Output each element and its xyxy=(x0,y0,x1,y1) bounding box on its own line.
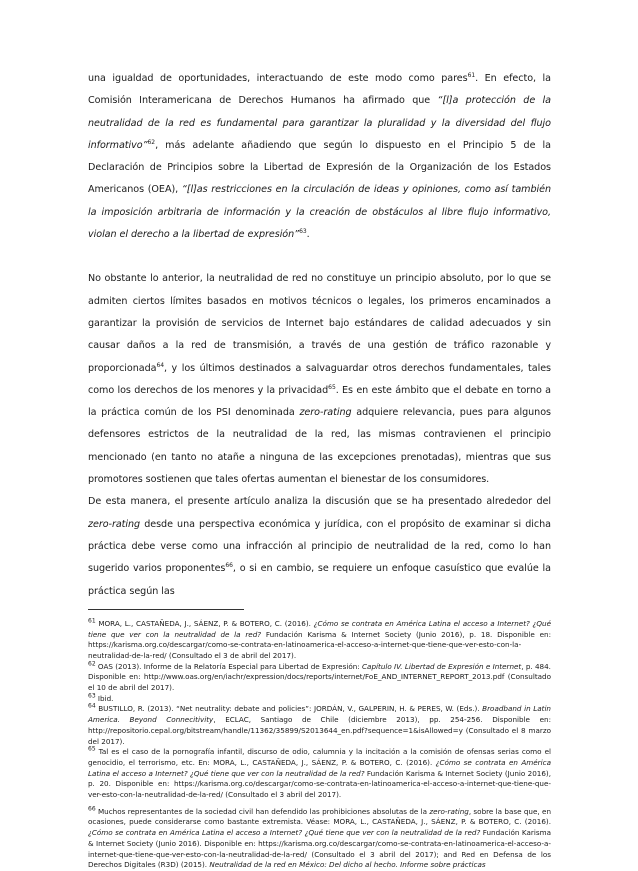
text-run: Muchos representantes de la sociedad civil han defendido las prohibiciones absolutas de la xyxy=(95,806,430,816)
footnote-ref: 64 xyxy=(156,361,165,369)
text-run: . Es en este ámbito que el debate en torno a la práctica común de los PSI denominada xyxy=(88,384,551,419)
footnotes xyxy=(88,619,551,871)
text-run: De esta manera, el presente artículo analiza la discusión que se ha presentado alrededor del xyxy=(88,496,551,508)
footnote-ref: 62 xyxy=(88,660,96,668)
text-run: . xyxy=(306,229,310,241)
italic-text: “[l]as restricciones en la circulación de ideas y opiniones, como así también la imposición arbitraria de información y la creación de obstáculos al libre flujo informativo, violan el derecho a la libertad de expresión” xyxy=(88,184,552,241)
footnote-ref: 63 xyxy=(299,227,307,235)
text-run: Fundación Karisma & Internet Society (Junio 2016), p. 18. Disponible en: https://karisma.org.co/descargar/como-se-contrata-en-latinoamerica-el-acceso-a-internet-que-tiene-que-ver-esto-con-la-neutralidad-de-la-red/ (Consultado el 3 de abril del 2017). xyxy=(88,629,551,660)
footnote-ref: 65 xyxy=(88,745,96,753)
italic-text: ¿Cómo se contrata en América Latina el acceso a Internet? ¿Qué tiene que ver con la neutralidad de la red? xyxy=(88,618,551,639)
italic-text: zero-rating xyxy=(429,806,469,816)
paragraph-spacer xyxy=(88,246,551,268)
text-run: Tal es el caso de la pornografía infantil, discurso de odio, calumnia y la incitación a la comisión de ofensas serias como el genocidio, el terrorismo, etc. En: MORA, L., CASTAÑEDA, J., SÁENZ, P. & BOTERO, C. (2016). xyxy=(88,747,551,767)
text-run: adquiere relevancia, pues para algunos defensores estrictos de la neutralidad de la red, las mismas contravienen el principio mencionado (en tanto no atañe a ninguna de las excepciones prenotadas), mientras que sus promotores sostienen que tales ofertas aumentan el bienestar de los consumidores. xyxy=(88,407,551,486)
footnote-ref: 66 xyxy=(225,562,233,570)
text-run: . En efecto, la Comisión Interamericana de Derechos Humanos ha afirmado que xyxy=(88,73,551,107)
footnote-66 xyxy=(88,807,551,871)
text-run: , ECLAC, Santiago de Chile (diciembre 2013), pp. 254-256. Disponible en: http://repositorio.cepal.org/bitstream/handle/11362/35899/S2013644_en.pdf?sequence=1&isAllowed=y (Consultado el 8 marzo del 2017). xyxy=(88,715,551,746)
footnote-ref: 61 xyxy=(467,71,476,79)
footnote-ref: 64 xyxy=(88,703,96,711)
text-run: , o si en cambio, se requiere un enfoque casuístico que evalúe la práctica según las xyxy=(88,563,551,597)
text-run: , más adelante añadiendo que según lo dispuesto en el Principio 5 de la Declaración de Principios sobre la Libertad de Expresión de la Organización de los Estados Americanos (OEA), xyxy=(88,139,551,196)
text-run: , y los últimos destinados a salvaguardar otros derechos fundamentales, tales como los derechos de los menores y la privacidad xyxy=(88,362,551,396)
text-run: , p. 484. Disponible en: http://www.oas.org/en/iachr/expression/docs/reports/internet/FoE_AND_INTERNET_REPORT_2013.pdf (Consultado el 10 de abril del 2017). xyxy=(88,661,551,693)
footnote-ref: 63 xyxy=(88,692,96,700)
italic-text: “[l]a protección de la neutralidad de la red es fundamental para garantizar la pluralidad y la diversidad del flujo informativo” xyxy=(88,95,551,151)
footnote-61 xyxy=(88,619,551,662)
footnote-ref: 65 xyxy=(328,383,336,391)
footnote-separator xyxy=(88,609,244,610)
footnote-ref: 61 xyxy=(88,617,96,625)
footnote-ref: 66 xyxy=(88,805,96,813)
text-run: desde una perspectiva económica y jurídica, con el propósito de examinar si dicha práctica debe verse como una infracción al principio de neutralidad de la red, como lo han sugerido varios proponentes xyxy=(88,518,551,575)
body-paragraph-3 xyxy=(88,491,551,602)
italic-text: Broadband in Latin America. Beyond Connecitivity xyxy=(88,704,551,725)
text-run: , sobre la base que, en ocasiones, puede considerarse como bastante extremista. Véase: MORA, L., CASTAÑEDA, J., SÁENZ, P. & BOTERO, C. (2016). xyxy=(88,806,551,827)
footnote-63 xyxy=(88,694,551,705)
text-run: No obstante lo anterior, la neutralidad de red no constituye un principio absoluto, por lo que se admiten ciertos límites basados en motivos técnicos o legales, los primeros encaminados a garantizar la provisión de servicios de Internet bajo estándares de calidad adecuados y sin causar daños a la red de transmisión, a través de una gestión de tráfico razonable y proporcionada xyxy=(88,273,551,374)
text-run: Fundación Karisma & Internet Society (Junio 2016), p. 20. Disponible en: https://karisma.org.co/descargar/como-se-contrata-en-latinoamerica-el-acceso-a-internet-que-tiene-que-ver-esto-con-la-neutralidad-de-la-red/ (Consultado el 3 abril del 2017). xyxy=(88,768,552,800)
text-run: Ibid. xyxy=(95,693,114,703)
footnote-65 xyxy=(88,747,551,801)
italic-text: Capítulo IV. Libertad de Expresión e Internet xyxy=(362,661,522,671)
text-run: OAS (2013). Informe de la Relatoría Especial para Libertad de Expresión: xyxy=(95,661,363,671)
italic-text: Neutralidad de la red en México: Del dicho al hecho. Informe sobre prácticas xyxy=(209,860,486,870)
italic-text: zero-rating xyxy=(299,407,352,419)
footnote-ref: 62 xyxy=(147,138,156,146)
body-paragraph-2 xyxy=(88,268,551,491)
body-paragraph-1 xyxy=(88,68,551,246)
text-run: MORA, L., CASTAÑEDA, J., SÁENZ, P. & BOTERO, C. (2016). xyxy=(95,618,314,628)
footnote-64 xyxy=(88,704,551,747)
text-run: una igualdad de oportunidades, interactuando de este modo como pares xyxy=(88,73,468,84)
footnote-62 xyxy=(88,662,551,694)
italic-text: ¿Cómo se contrata en América Latina el acceso a Internet? ¿Qué tiene que ver con la neutralidad de la red? xyxy=(88,757,551,778)
text-run: Fundación Karisma & Internet Society (Junio 2016). Disponible en: https://karisma.org.co/descargar/como-se-contrata-en-latinoamerica-el-acceso-a-internet-que-tiene-que-ver-esto-con-la-neutralidad-de-la-red/ (Consultado el 3 abril del 2017); and Red en Defensa de los Derechos Digitales (R3D) (2015). xyxy=(88,828,551,870)
text-run: BUSTILLO, R. (2013). “Net neutrality: debate and policies”: JORDÁN, V., GALPERIN, H. & PERES, W. (Eds.). xyxy=(95,704,483,714)
italic-text: zero-rating xyxy=(88,518,141,530)
italic-text: ¿Cómo se contrata en América Latina el acceso a Internet? ¿Qué tiene que ver con la neutralidad de la red? xyxy=(88,828,481,838)
